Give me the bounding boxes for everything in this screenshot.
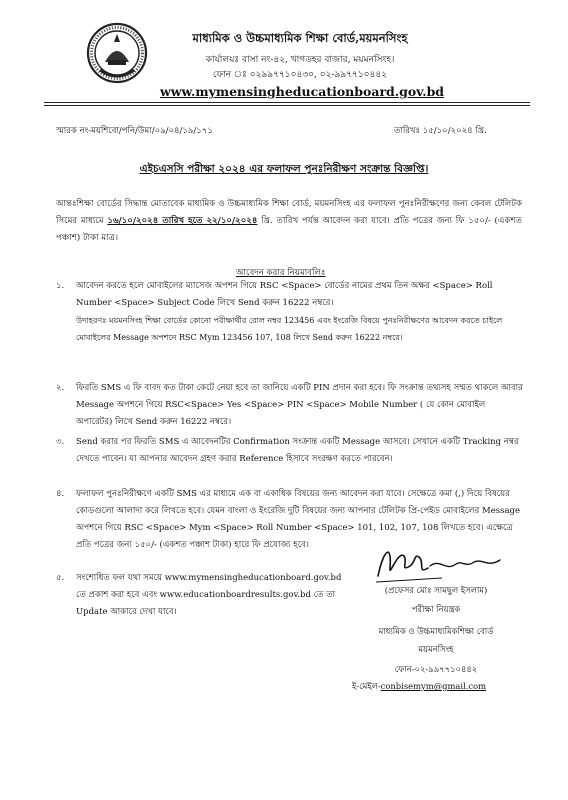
board-seal-logo-icon [86,20,148,86]
board-address: কার্যালয়ঃ বাসা নং-৪২, খাগডহর বাজার, ময়মনসিংহ। [205,55,395,65]
rule-number: ৩. [56,437,65,447]
email-label: ই-মেইল- [352,681,381,691]
signatory-name: (প্রফেসর মোঃ সামছুল ইসলাম) [384,585,488,595]
rule-number: ২. [56,383,65,393]
signatory-city: ময়মনসিংহ [418,644,454,654]
intro-part-2: খ্রি. তারিখ পর্যন্ত আবেদন করা যাবে। প্রতি পত্রের জন্য ফি ১৫০/- (একশত পঞ্চাশ) টাকা মাত্র। [56,216,522,243]
signatory-phone: ফোন-০২-৯৯৭৭১০৪৪২ [394,664,478,674]
header-divider-thin [44,105,530,106]
signatory-email-line [352,680,486,694]
rule-number: ৪. [56,489,65,499]
email-link[interactable]: conbisemym@gmail.com [380,681,487,691]
memo-number: স্মারক নং-ময়শিবো/পনি/উমা/০৯/০৪/১৯/১৭১ [56,126,213,136]
header-divider [44,102,530,103]
intro-paragraph [56,196,522,247]
rule-text: Send করার পর ফিরতি SMS এ আবেদনটির Confirmation সংক্রান্ত একটি Message আসবে। সেখানে একটি Tracking নম্বর দেখতে পাবেন। যা আপনার আবেদন গ্রহণ করার Reference হিসাবে সংরক্ষণ করতে পারবেন। [76,437,519,464]
intro-date-range: ১৬/১০/২০২৪ তারিখ হতে ২২/১০/২০২৪ [107,216,258,226]
rule-text: ফিরতি SMS এ ফি বাবদ কত টাকা কেটে নেয়া হবে তা জানিয়ে একটি PIN প্রদান করা হবে। ফি সংক্রান্ত তথ্যসহ সম্মত থাকলে আবার Message অপশনে গিয়ে RSC<Space> Yes <Space> PIN <Space> Mobile Number ( যে কোন মোবাইল অপারেটর) লিখে Send করুন 16222 নম্বরে। [76,383,523,427]
rule-number: ৫. [56,573,65,583]
board-title: মাধ্যমিক ও উচ্চমাধ্যমিক শিক্ষা বোর্ড,ময়মনসিংহ [192,31,408,45]
signatory-title: পরীক্ষা নিয়ন্ত্রক [411,604,461,614]
rules-heading: আবেদন করার নিয়মাবলিঃ [236,268,326,278]
handwritten-signature-icon [370,538,510,586]
intro-part-1: আন্তঃশিক্ষা বোর্ডের সিদ্ধান্ত মোতাবেক মাধ্যমিক ও উচ্চমাধ্যমিক শিক্ষা বোর্ড, ময়মনসিংহ এর ফলাফল পুনঃনিরীক্ষণের জন্য কেবল টেলিটক সিমের মাধ্যমে [56,199,522,226]
memo-date: তারিখঃ ১৫/১০/২০২৪ খ্রি. [394,126,487,136]
rule-text: আবেদন করতে হলে মোবাইলের ম্যাসেজ অপশন গিয়ে RSC <Space> বোর্ডের নামের প্রথম তিন অক্ষর <Space> Roll Number <Space> Subject Code লিখে Send করুন 16222 নম্বরে। [76,281,493,308]
notice-subject: এইচএসসি পরীক্ষা ২০২৪ এর ফলাফল পুনঃনিরীক্ষণ সংক্রান্ত বিজ্ঞপ্তি। [139,163,429,175]
rule-number: ১. [56,281,65,291]
rule-text: সংশোধিত ফল যথা সময়ে www.mymensingheducationboard.gov.bd তে প্রকাশ করা হবে এবং www.educationboardresults.gov.bd তে তা Update আকারে দেখা যাবে। [76,573,342,617]
board-website: www.mymensingheducationboard.gov.bd [160,84,445,99]
board-phone: ফোন ঃ ০২৯৯৭৭১০৪৩০, ০২-৯৯৭৭১০৪৪২ [212,70,388,80]
rule-text: ফলাফল পুনঃনিরীক্ষণে একটি SMS এর মাধ্যমে এক বা একাধিক বিষয়ের জন্য আবেদন করা যাবে। সেক্ষেত্রে কমা (,) দিয়ে বিষয়ের কোডগুলো আলাদা করে লিখতে হবে। যেমন বাংলা ও ইংরেজি দুটি বিষয়ের জন্য আপনার টেলিটক প্রি-পেইড মোবাইলের Message অপশনে গিয়ে RSC <Space> Mym <Space> Roll Number <Space> 101, 102, 107, 108 লিখতে হবে। এক্ষেত্রে প্রতি পত্রের জন্য ১৫০/- (একশত পঞ্চাশ টাকা) হারে ফি প্রযোজ্য হবে। [76,489,520,550]
signatory-organization: মাধ্যমিক ও উচ্চমাধ্যমিকশিক্ষা বোর্ড [378,626,494,636]
rule-example: উদাহরণঃ ময়মনসিংহ শিক্ষা বোর্ডের কোনো পরীক্ষার্থীর রোল নম্বর 123456 এবং ইংরেজি বিষয়ে পুনঃনিরীক্ষণের আবেদন করতে চাইলে মোবাইলের Message অপশনে RSC Mym 123456 107, 108 লিখে Send করুন 16222 নম্বরে। [76,316,503,342]
